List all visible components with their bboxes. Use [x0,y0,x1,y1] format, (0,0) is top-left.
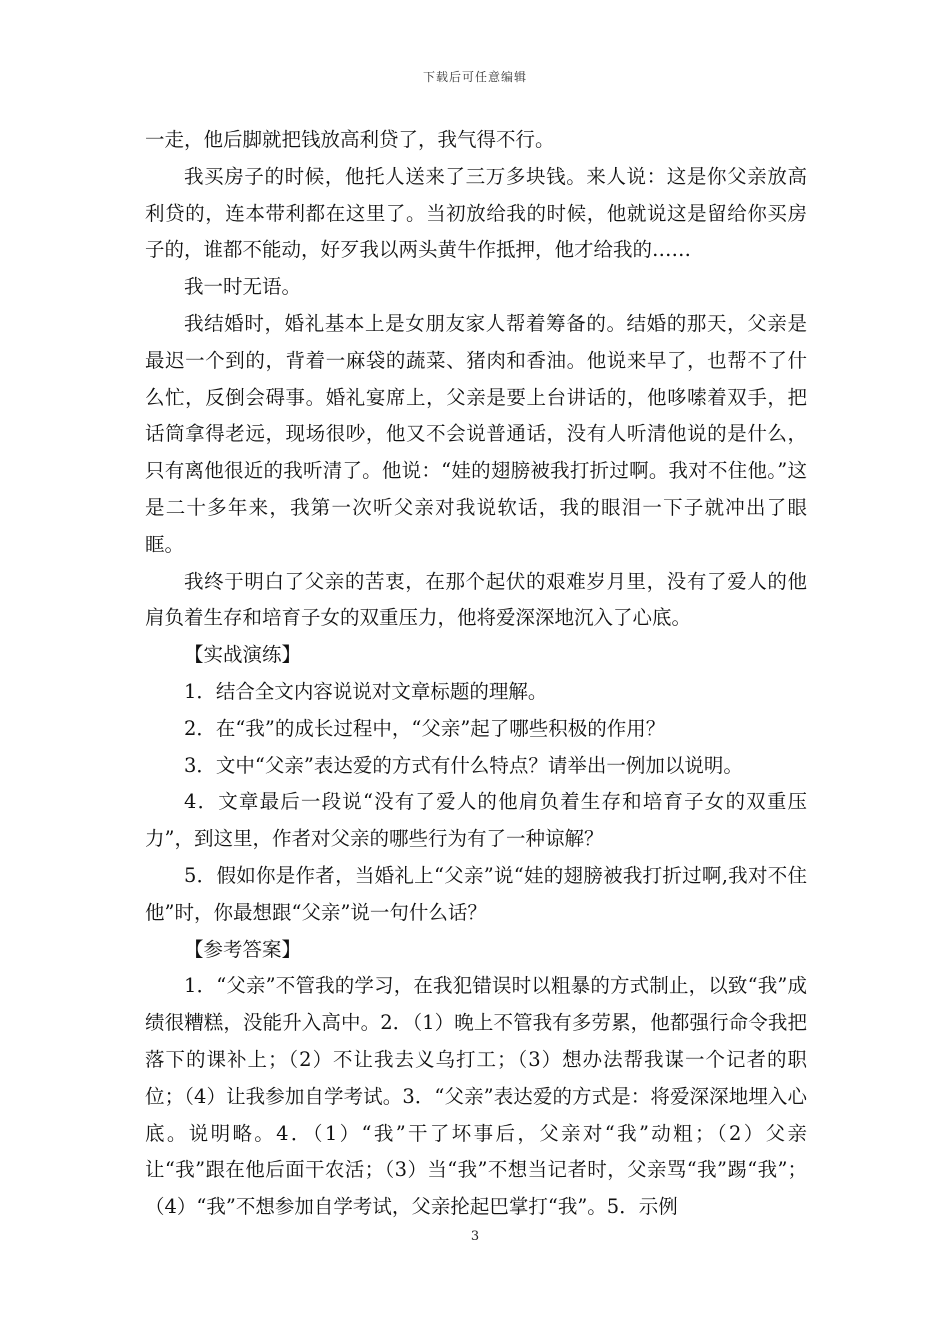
paragraph-understanding: 我终于明白了父亲的苦衷，在那个起伏的艰难岁月里，没有了爱人的他肩负着生存和培育子女的双重压力，他将爱深深地沉入了心底。 [145,569,807,630]
question-4: 4．文章最后一段说“没有了爱人的他肩负着生存和培育子女的双重压力”，到这里，作者对父亲的哪些行为有了一种谅解？ [145,790,807,851]
document-body [145,122,807,1226]
question-3: 3．文中“父亲”表达爱的方式有什么特点？请举出一例加以说明。 [184,753,743,777]
paragraph-house-money: 我买房子的时候，他托人送来了三万多块钱。来人说：这是你父亲放高利贷的，连本带利都在这里了。当初放给我的时候，他就说这是留给你买房子的，谁都不能动，好歹我以两头黄牛作抵押，他才给我的…… [145,164,807,262]
paragraph-speechless: 我一时无语。 [184,275,302,299]
question-1: 1．结合全文内容说说对文章标题的理解。 [184,679,548,703]
page-number: 3 [470,1229,480,1244]
page-header: 下载后可任意编辑 [422,70,527,84]
paragraph-wedding: 我结婚时，婚礼基本上是女朋友家人帮着筹备的。结婚的那天，父亲是最迟一个到的，背着一麻袋的蔬菜、猪肉和香油。他说来早了，也帮不了什么忙，反倒会碍事。婚礼宴席上，父亲是要上台讲话的，他哆嗦着双手，把话筒拿得老远，现场很吵，他又不会说普通话，没有人听清他说的是什么，只有离他很近的我听清了。他说：“娃的翅膀被我打折过啊。我对不住他。”这是二十多年来，我第一次听父亲对我说软话，我的眼泪一下子就冲出了眼眶。 [145,311,807,556]
paragraph-continuation: 一走，他后脚就把钱放高利贷了，我气得不行。 [145,128,555,151]
answers-text: 1．“父亲”不管我的学习，在我犯错误时以粗暴的方式制止，以致“我”成绩很糟糕，没能升入高中。2．（1）晚上不管我有多劳累，他都强行命令我把落下的课补上；（2）不让我去义乌打工；（3）想办法帮我谋一个记者的职位；（4）让我参加自学考试。3．“父亲”表达爱的方式是：将爱深深地埋入心底。说明略。4．（1）“我”干了坏事后，父亲对“我”动粗；（2）父亲让“我”跟在他后面干农活；（3）当“我”不想当记者时，父亲骂“我”踢“我”；（4）“我”不想参加自学考试，父亲抡起巴掌打“我”。5．示例 [145,974,807,1219]
question-5: 5．假如你是作者，当婚礼上“父亲”说“娃的翅膀被我打折过啊,我对不住他”时，你最想跟“父亲”说一句什么话？ [145,863,807,924]
section-heading-answers: 【参考答案】 [184,937,302,961]
question-2: 2．在“我”的成长过程中，“父亲”起了哪些积极的作用？ [184,716,666,740]
section-heading-practice: 【实战演练】 [184,643,302,667]
